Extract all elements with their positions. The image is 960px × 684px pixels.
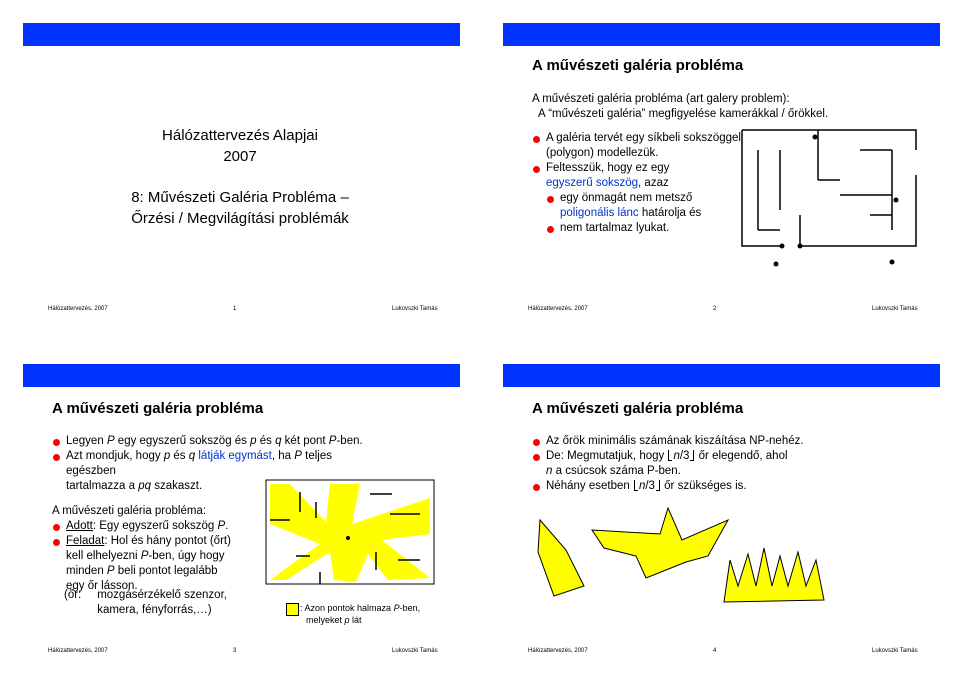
t: P (106, 565, 115, 577)
slide-1-line-2: 2007 (223, 148, 257, 165)
footer-right: Lukovszki Tamás (872, 648, 918, 654)
term-polygonal-chain: poligonális lánc (560, 207, 639, 219)
sub-bullet-2-line: nem tartalmaz lyukat. (560, 222, 670, 234)
footer-left: Hálózattervezés, 2007 (48, 648, 108, 654)
example-polygon-1 (538, 520, 584, 596)
t: és (170, 450, 189, 462)
problem-heading: A művészeti galéria probléma: (52, 505, 207, 517)
guard-desc-2: kamera, fényforrás,…) (97, 604, 212, 616)
t: Az őrök minimális számának kiszáítása NP-nehéz. (546, 435, 804, 447)
t: q (275, 435, 282, 447)
t: beli pontot legalább (114, 565, 218, 577)
t: -ben, úgy hogy (148, 550, 225, 562)
slide-2 (480, 0, 960, 342)
bullet-2-rest: , azaz (638, 177, 669, 189)
t: : Azon pontok halmaza (300, 603, 394, 613)
t: . (225, 520, 229, 532)
t: pq (138, 480, 152, 492)
slide-3-title: A művészeti galéria probléma (52, 400, 264, 417)
bullet-1-line-2: (polygon) modellezük. (546, 147, 659, 159)
plan-outer-wall (742, 130, 782, 246)
footer-left: Hálózattervezés, 2007 (528, 306, 588, 312)
slide-2-title: A művészeti galéria probléma (532, 57, 744, 74)
point-p (346, 536, 350, 540)
bullet-2-line-1: Feltesszük, hogy ez egy (546, 162, 670, 174)
footer-left: Hálózattervezés, 2007 (528, 648, 588, 654)
t: p (163, 450, 171, 462)
slide-1-header-band (23, 23, 460, 46)
t: szakaszt. (151, 480, 203, 492)
t: teljes egészben (66, 450, 332, 477)
legend-text (300, 602, 420, 626)
t: n (638, 480, 646, 492)
t: P (140, 550, 149, 562)
footer-right: Lukovszki Tamás (872, 306, 918, 312)
t: -ben. (336, 435, 363, 447)
slide-1 (0, 0, 480, 342)
guard-label: (őr: (64, 589, 82, 601)
t: De: Megmutatjuk, hogy (546, 450, 668, 462)
t: P (294, 450, 302, 462)
t: p (344, 615, 350, 625)
polygon-examples (480, 342, 960, 684)
t: Feladat (66, 535, 105, 547)
t: : Hol és hány pontot (őrt) (104, 535, 231, 547)
guard-desc-1: mozgásérzékelő szenzor, (97, 589, 227, 601)
intro-line-1: A művészeti galéria probléma (art galery problem): (532, 93, 790, 105)
t: q (188, 450, 196, 462)
t: P (106, 435, 115, 447)
page-number: 1 (233, 306, 237, 312)
slide-3 (0, 342, 480, 684)
footer-right: Lukovszki Tamás (392, 306, 438, 312)
plan-guard-point (813, 135, 818, 140)
page-number: 3 (233, 648, 237, 654)
sub-bullet-1-rest: határolja és (638, 207, 702, 219)
t: egy őr lásson. (66, 580, 138, 592)
t: kell elhelyezni (66, 550, 141, 562)
t: őr elegendő, ahol (695, 450, 788, 462)
visibility-region-figure (0, 342, 480, 684)
t: /3 (645, 480, 655, 492)
t: , ha (271, 450, 295, 462)
slide-1-line-3: 8: Művészeti Galéria Probléma – (131, 189, 349, 206)
t: Azt mondjuk, hogy (66, 450, 164, 462)
t: lát (349, 615, 362, 625)
t: Adott (66, 520, 93, 532)
t: minden (66, 565, 107, 577)
t: n (546, 465, 553, 477)
t: a csúcsok száma P-ben. (552, 465, 681, 477)
t: melyeket (306, 615, 345, 625)
t: Legyen (66, 435, 107, 447)
t: P (393, 603, 400, 613)
intro-line-2: A “művészeti galéria” megfigyelése kamerákkal / őrökkel. (538, 108, 829, 120)
t: Néhány esetben (546, 480, 633, 492)
t: /3 (679, 450, 690, 462)
slide-4-title: A művészeti galéria probléma (532, 400, 744, 417)
sub-bullet-1-line-1: egy önmagát nem metsző (560, 192, 693, 204)
t: P (217, 520, 226, 532)
slide-1-line-1: Hálózattervezés Alapjai (162, 127, 318, 144)
page-number: 2 (713, 306, 717, 312)
plan-outer-wall-right (800, 175, 916, 246)
t: p (250, 435, 257, 447)
plan-top-wall (742, 130, 916, 150)
t: P (328, 435, 337, 447)
slide-4 (480, 342, 960, 684)
term-simple-polygon: egyszerű sokszög (546, 177, 639, 189)
t: : Egy egyszerű sokszög (92, 520, 218, 532)
slide-1-line-4: Őrzési / Megvilágítási problémák (131, 210, 349, 227)
page-number: 4 (713, 648, 717, 654)
example-polygon-2 (592, 508, 728, 578)
t: és (256, 435, 276, 447)
slide-1-title-block (110, 125, 370, 229)
t: egy egyszerű sokszög és (114, 435, 251, 447)
t: -ben, (399, 603, 421, 613)
footer-left: Hálózattervezés, 2007 (48, 306, 108, 312)
footer-right: Lukovszki Tamás (392, 648, 438, 654)
t: n (673, 450, 680, 462)
term-see-each-other: látják egymást (195, 450, 272, 462)
legend-swatch (286, 603, 299, 616)
gallery-floor-plan (480, 0, 960, 342)
t: tartalmazza a (66, 480, 139, 492)
t: őr szükséges is. (660, 480, 747, 492)
example-comb-polygon (724, 548, 824, 602)
t: két pont (281, 435, 329, 447)
bullet-1-line-1: A galéria tervét egy síkbeli sokszöggel (546, 132, 741, 144)
